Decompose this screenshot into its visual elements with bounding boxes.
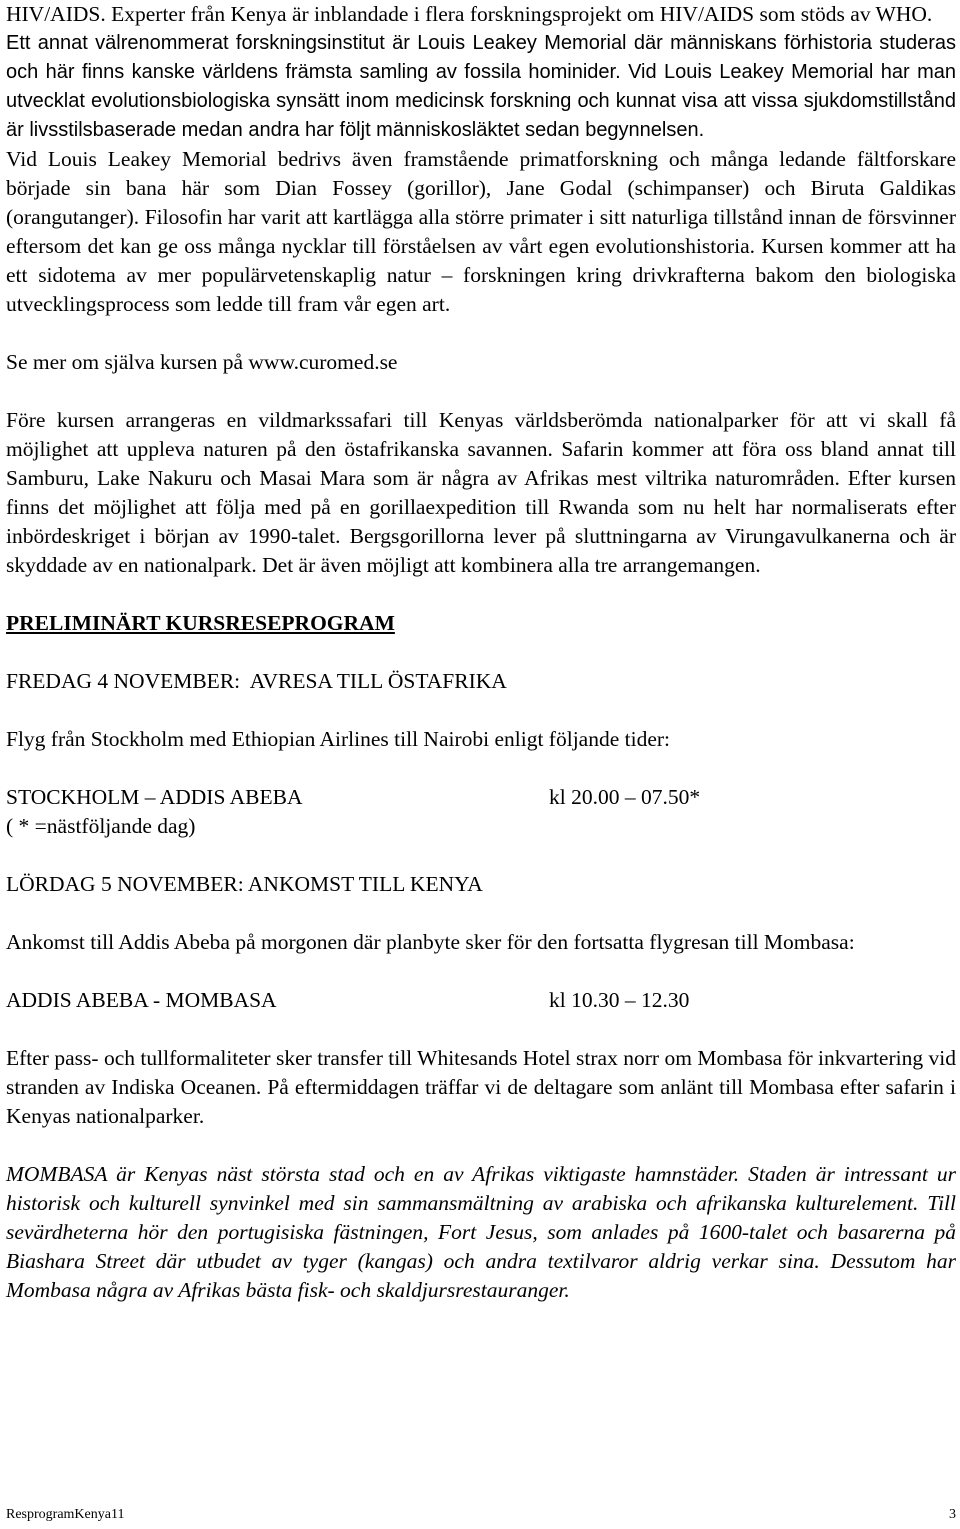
- day2-text: Ankomst till Addis Abeba på morgonen där planbyte sker för den fortsatta flygresan till Mombasa:: [6, 930, 855, 954]
- footer-filename: ResprogramKenya11: [6, 1507, 125, 1522]
- program-title: PRELIMINÄRT KURSRESEPROGRAM: [6, 611, 395, 635]
- spacer: [6, 377, 956, 406]
- paragraph-leakey-part1: Ett annat välrenommerat forskningsinstitut är Louis Leakey Memorial där människans förhistoria studeras och här finns kanske världens främsta samling av fossila hominider.: [6, 32, 956, 83]
- see-more-link-text: Se mer om själva kursen på www.curomed.se: [6, 350, 398, 374]
- day1-route: STOCKHOLM – ADDIS ABEBA: [6, 785, 303, 809]
- day2-heading: LÖRDAG 5 NOVEMBER: ANKOMST TILL KENYA: [6, 872, 483, 896]
- spacer: [6, 319, 956, 348]
- paragraph-primate: Vid Louis Leakey Memorial bedrivs även framstående primatforskning och många ledande fältforskare började sin bana här som Dian Fossey (gorillor), Jane Godal (schimpanser) och Biruta Galdikas (orangutanger). Filosofin har varit att kartlägga alla större primater i sitt naturliga tillstånd innan de försvinner eftersom det kan ge oss många nycklar till förståelsen av vårt egen evolutionshistoria. Kursen kommer att ha ett sidotema av mer populärvetenskaplig natur – forskningen kring drivkrafterna bakom den biologiska utvecklingsprocess som ledde till fram vår egen art.: [6, 147, 956, 316]
- spacer: [6, 899, 956, 928]
- day1-flight-row: [6, 783, 956, 812]
- paragraph-leakey-part2: Vid Louis Leakey Memorial har man utvecklat evolutionsbiologiska synsätt inom medicinsk forskning och kunnat visa att vissa sjukdomstillstånd är livsstilsbaserade medan andra har följt människosläktet sedan begynnelsen.: [6, 61, 956, 141]
- spacer: [6, 696, 956, 725]
- spacer: [6, 638, 956, 667]
- paragraph-leakey: [6, 29, 956, 145]
- document-page: [6, 0, 956, 1305]
- day1-note: ( * =nästföljande dag): [6, 814, 196, 838]
- spacer: [6, 580, 956, 609]
- day2-route: ADDIS ABEBA - MOMBASA: [6, 988, 277, 1012]
- paragraph-hiv: HIV/AIDS. Experter från Kenya är inblandade i flera forskningsprojekt om HIV/AIDS som stöds av WHO.: [6, 2, 933, 26]
- day1-heading: FREDAG 4 NOVEMBER: AVRESA TILL ÖSTAFRIKA: [6, 669, 507, 693]
- page-footer: [6, 1506, 956, 1524]
- spacer: [6, 1131, 956, 1160]
- spacer: [6, 1015, 956, 1044]
- spacer: [6, 754, 956, 783]
- spacer: [6, 957, 956, 986]
- page-number: 3: [949, 1507, 956, 1522]
- day2-text2: Efter pass- och tullformaliteter sker transfer till Whitesands Hotel strax norr om Mombasa för inkvartering vid stranden av Indiska Oceanen. På eftermiddagen träffar vi de deltagare som anlänt till Mombasa efter safarin i Kenyas nationalparker.: [6, 1046, 956, 1128]
- day1-time: kl 20.00 – 07.50*: [549, 785, 701, 809]
- day2-time: kl 10.30 – 12.30: [549, 988, 690, 1012]
- mombasa-description: MOMBASA är Kenyas näst största stad och en av Afrikas viktigaste hamnstäder. Staden är intressant ur historisk och kulturell synvinkel med sin sammansmältning av arabiska och afrikanska kulturelement. Till sevärdheterna hör den portugisiska fästningen, Fort Jesus, som anlades på 1600-talet och basarerna på Biashara Street där utbudet av tyger (kangas) och andra textilvaror aldrig verkar sina. Dessutom har Mombasa några av Afrikas bästa fisk- och skaldjursrestauranger.: [6, 1162, 956, 1302]
- day2-flight-row: [6, 986, 956, 1015]
- day1-text: Flyg från Stockholm med Ethiopian Airlines till Nairobi enligt följande tider:: [6, 727, 671, 751]
- spacer: [6, 841, 956, 870]
- paragraph-safari: Före kursen arrangeras en vildmarkssafari till Kenyas världsberömda nationalparker för att vi skall få möjlighet att uppleva naturen på den östafrikanska savannen. Safarin kommer att föra oss bland annat till Samburu, Lake Nakuru och Masai Mara som är några av Afrikas mest viltrika naturområden. Efter kursen finns det möjlighet att följa med på en gorillaexpedition till Rwanda som nu helt har normaliserats efter inbördeskriget i början av 1990-talet. Bergsgorillorna lever på sluttningarna av Virungavulkanerna och är skyddade av en nationalpark. Det är även möjligt att kombinera alla tre arrangemangen.: [6, 408, 956, 577]
